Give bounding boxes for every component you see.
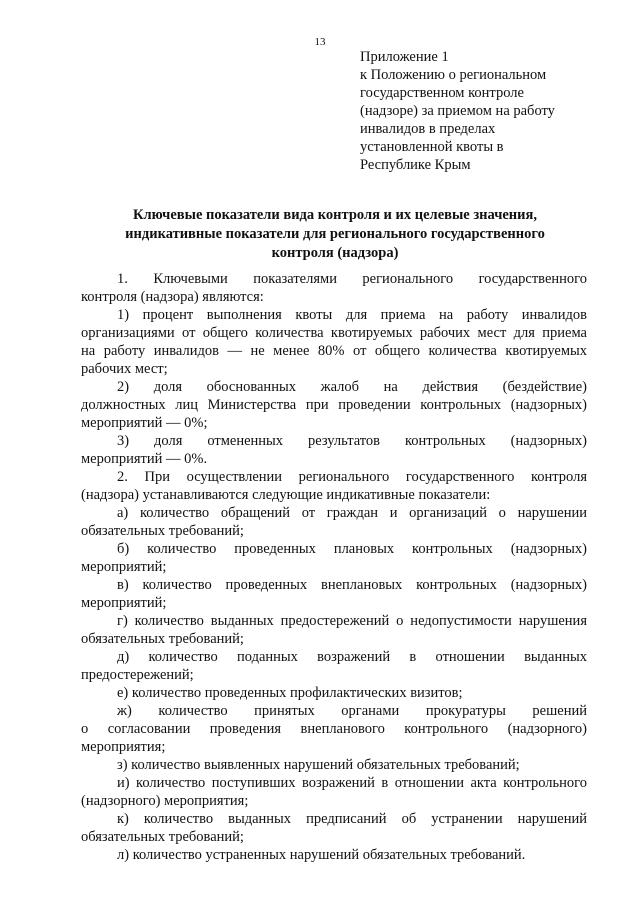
appendix-line: инвалидов в пределах bbox=[360, 121, 496, 137]
body-line: к) количество выданных предписаний об устранении нарушений bbox=[117, 811, 587, 827]
document-body bbox=[81, 270, 587, 864]
body-line: мероприятий — 0%. bbox=[81, 451, 208, 467]
appendix-line: Республике Крым bbox=[360, 157, 471, 173]
appendix-line: установленной квоты в bbox=[360, 139, 504, 155]
body-line: 1) процент выполнения квоты для приема на работу инвалидов bbox=[117, 307, 587, 323]
body-line: обязательных требований; bbox=[81, 829, 244, 845]
body-line: 2. При осуществлении регионального государственного контроля bbox=[117, 469, 587, 485]
body-line: о согласовании проведения внепланового контрольного (надзорного) bbox=[81, 721, 587, 737]
body-line: и) количество поступивших возражений в отношении акта контрольного bbox=[117, 775, 587, 791]
body-line: мероприятий; bbox=[81, 559, 167, 575]
appendix-line: к Положению о региональном bbox=[360, 67, 547, 83]
body-line: д) количество поданных возражений в отношении выданных bbox=[117, 649, 587, 665]
appendix-line: (надзоре) за приемом на работу bbox=[360, 103, 555, 119]
body-line: з) количество выявленных нарушений обязательных требований; bbox=[117, 757, 520, 773]
body-line: г) количество выданных предостережений о недопустимости нарушения bbox=[117, 613, 587, 629]
body-line: мероприятий; bbox=[81, 595, 167, 611]
body-line: б) количество проведенных плановых контрольных (надзорных) bbox=[117, 541, 587, 557]
body-line: должностных лиц Министерства при проведении контрольных (надзорных) bbox=[81, 397, 587, 413]
document-title bbox=[80, 206, 590, 263]
body-line: (надзорного) мероприятия; bbox=[81, 793, 249, 809]
title-line: индикативные показатели для регионального государственного bbox=[125, 226, 545, 242]
page-number: 13 bbox=[314, 36, 326, 48]
body-line: обязательных требований; bbox=[81, 631, 244, 647]
body-line: а) количество обращений от граждан и организаций о нарушении bbox=[117, 505, 587, 521]
body-line: мероприятий — 0%; bbox=[81, 415, 208, 431]
body-line: 1. Ключевыми показателями регионального государственного bbox=[117, 271, 587, 287]
title-line: контроля (надзора) bbox=[271, 245, 399, 261]
body-line: обязательных требований; bbox=[81, 523, 244, 539]
body-line: предостережений; bbox=[81, 667, 194, 683]
body-line: ж) количество принятых органами прокуратуры решений bbox=[117, 703, 587, 719]
appendix-line: государственном контроле bbox=[360, 85, 524, 101]
body-line: организациями от общего количества квотируемых рабочих мест для приема bbox=[81, 325, 587, 341]
body-line: 3) доля отмененных результатов контрольных (надзорных) bbox=[117, 433, 587, 449]
body-line: 2) доля обоснованных жалоб на действия (бездействие) bbox=[117, 379, 587, 395]
appendix-block bbox=[360, 48, 610, 174]
body-line: мероприятия; bbox=[81, 739, 166, 755]
body-line: е) количество проведенных профилактических визитов; bbox=[117, 685, 463, 701]
body-line: в) количество проведенных внеплановых контрольных (надзорных) bbox=[117, 577, 587, 593]
body-line: л) количество устраненных нарушений обязательных требований. bbox=[117, 847, 526, 863]
title-line: Ключевые показатели вида контроля и их целевые значения, bbox=[133, 207, 537, 223]
body-line: (надзора) устанавливаются следующие индикативные показатели: bbox=[81, 487, 491, 503]
body-line: рабочих мест; bbox=[81, 361, 168, 377]
appendix-line: Приложение 1 bbox=[360, 49, 449, 65]
body-line: контроля (надзора) являются: bbox=[81, 289, 264, 305]
body-line: на работу инвалидов — не менее 80% от общего количества квотируемых bbox=[81, 343, 587, 359]
